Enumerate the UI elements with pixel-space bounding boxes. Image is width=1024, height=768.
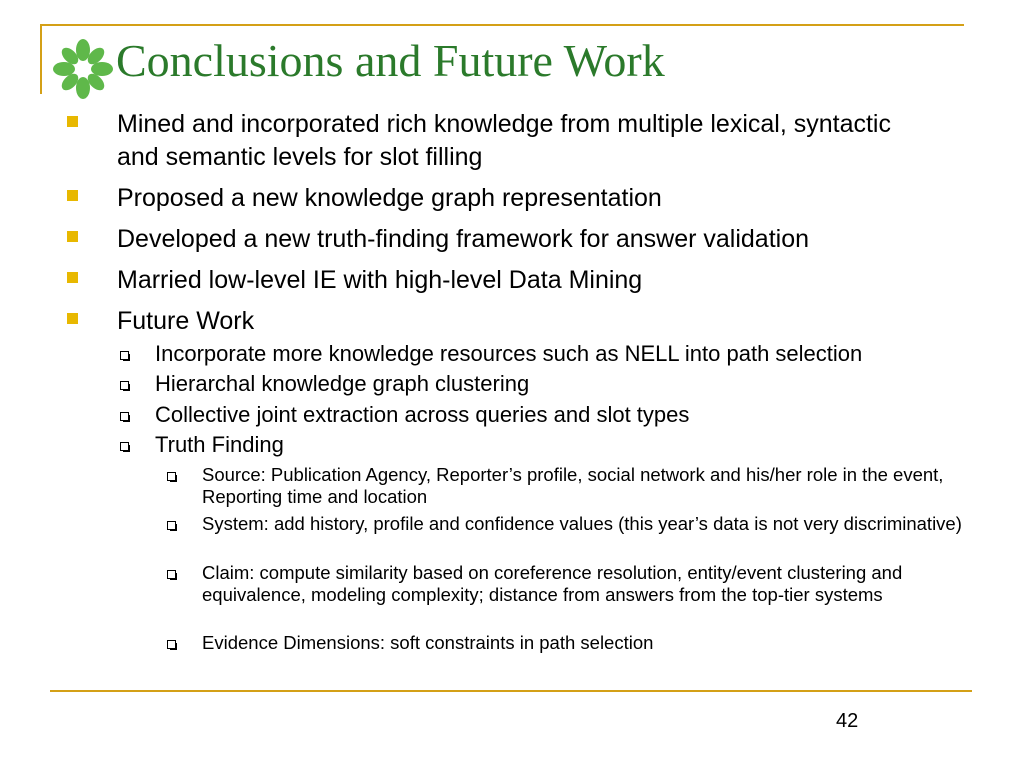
bullet-text: Future Work bbox=[117, 307, 255, 335]
bullet-item bbox=[117, 223, 917, 256]
sub-sub-bullet-item bbox=[202, 562, 992, 606]
footer-rule bbox=[50, 690, 972, 692]
sub-bullet-text: Hierarchal knowledge graph clustering bbox=[155, 371, 530, 396]
sub-sub-bullet-text: Claim: compute similarity based on coreference resolution, entity/event clustering and equivalence, modeling complexity; distance from answers from the top-tier systems bbox=[202, 562, 903, 605]
flower-logo-icon bbox=[48, 34, 118, 104]
square-bullet-icon bbox=[67, 272, 78, 283]
square-bullet-icon bbox=[67, 313, 78, 324]
sub-sub-bullet-text: Source: Publication Agency, Reporter’s profile, social network and his/her role in the event, Reporting time and location bbox=[202, 464, 944, 507]
sub-bullet-text: Incorporate more knowledge resources such as NELL into path selection bbox=[155, 341, 863, 366]
sub-sub-bullet-item bbox=[202, 513, 992, 535]
page-number: 42 bbox=[836, 710, 859, 732]
sub-bullet-item bbox=[155, 400, 995, 430]
hollow-square-bullet-icon bbox=[167, 472, 176, 481]
square-bullet-icon bbox=[67, 190, 78, 201]
sub-sub-bullet-item bbox=[202, 464, 992, 508]
bullet-text: Mined and incorporated rich knowledge from multiple lexical, syntactic and semantic levels for slot filling bbox=[117, 110, 891, 171]
bullet-item bbox=[117, 182, 917, 215]
hollow-square-bullet-icon bbox=[120, 412, 129, 421]
bullet-text: Married low-level IE with high-level Data Mining bbox=[117, 266, 643, 294]
hollow-square-bullet-icon bbox=[120, 442, 129, 451]
sub-bullet-item bbox=[155, 369, 995, 399]
hollow-square-bullet-icon bbox=[120, 351, 129, 360]
top-rule bbox=[40, 24, 964, 26]
bullet-text: Proposed a new knowledge graph representation bbox=[117, 184, 662, 212]
slide-title: Conclusions and Future Work bbox=[116, 35, 665, 86]
sub-bullet-item bbox=[155, 339, 995, 369]
sub-sub-bullet-text: System: add history, profile and confidence values (this year’s data is not very discriminative) bbox=[202, 513, 962, 534]
square-bullet-icon bbox=[67, 231, 78, 242]
bullet-text: Developed a new truth-finding framework for answer validation bbox=[117, 225, 810, 253]
sub-bullet-item bbox=[155, 430, 995, 460]
hollow-square-bullet-icon bbox=[167, 521, 176, 530]
sub-bullet-text: Collective joint extraction across queries and slot types bbox=[155, 402, 690, 427]
bullet-item bbox=[117, 264, 917, 297]
hollow-square-bullet-icon bbox=[120, 381, 129, 390]
sub-bullet-text: Truth Finding bbox=[155, 432, 284, 457]
left-rule bbox=[40, 24, 42, 94]
bullet-item bbox=[117, 108, 917, 174]
bullet-item bbox=[117, 305, 917, 338]
hollow-square-bullet-icon bbox=[167, 570, 176, 579]
hollow-square-bullet-icon bbox=[167, 640, 176, 649]
square-bullet-icon bbox=[67, 116, 78, 127]
sub-sub-bullet-text: Evidence Dimensions: soft constraints in path selection bbox=[202, 632, 654, 653]
sub-sub-bullet-item bbox=[202, 632, 992, 654]
